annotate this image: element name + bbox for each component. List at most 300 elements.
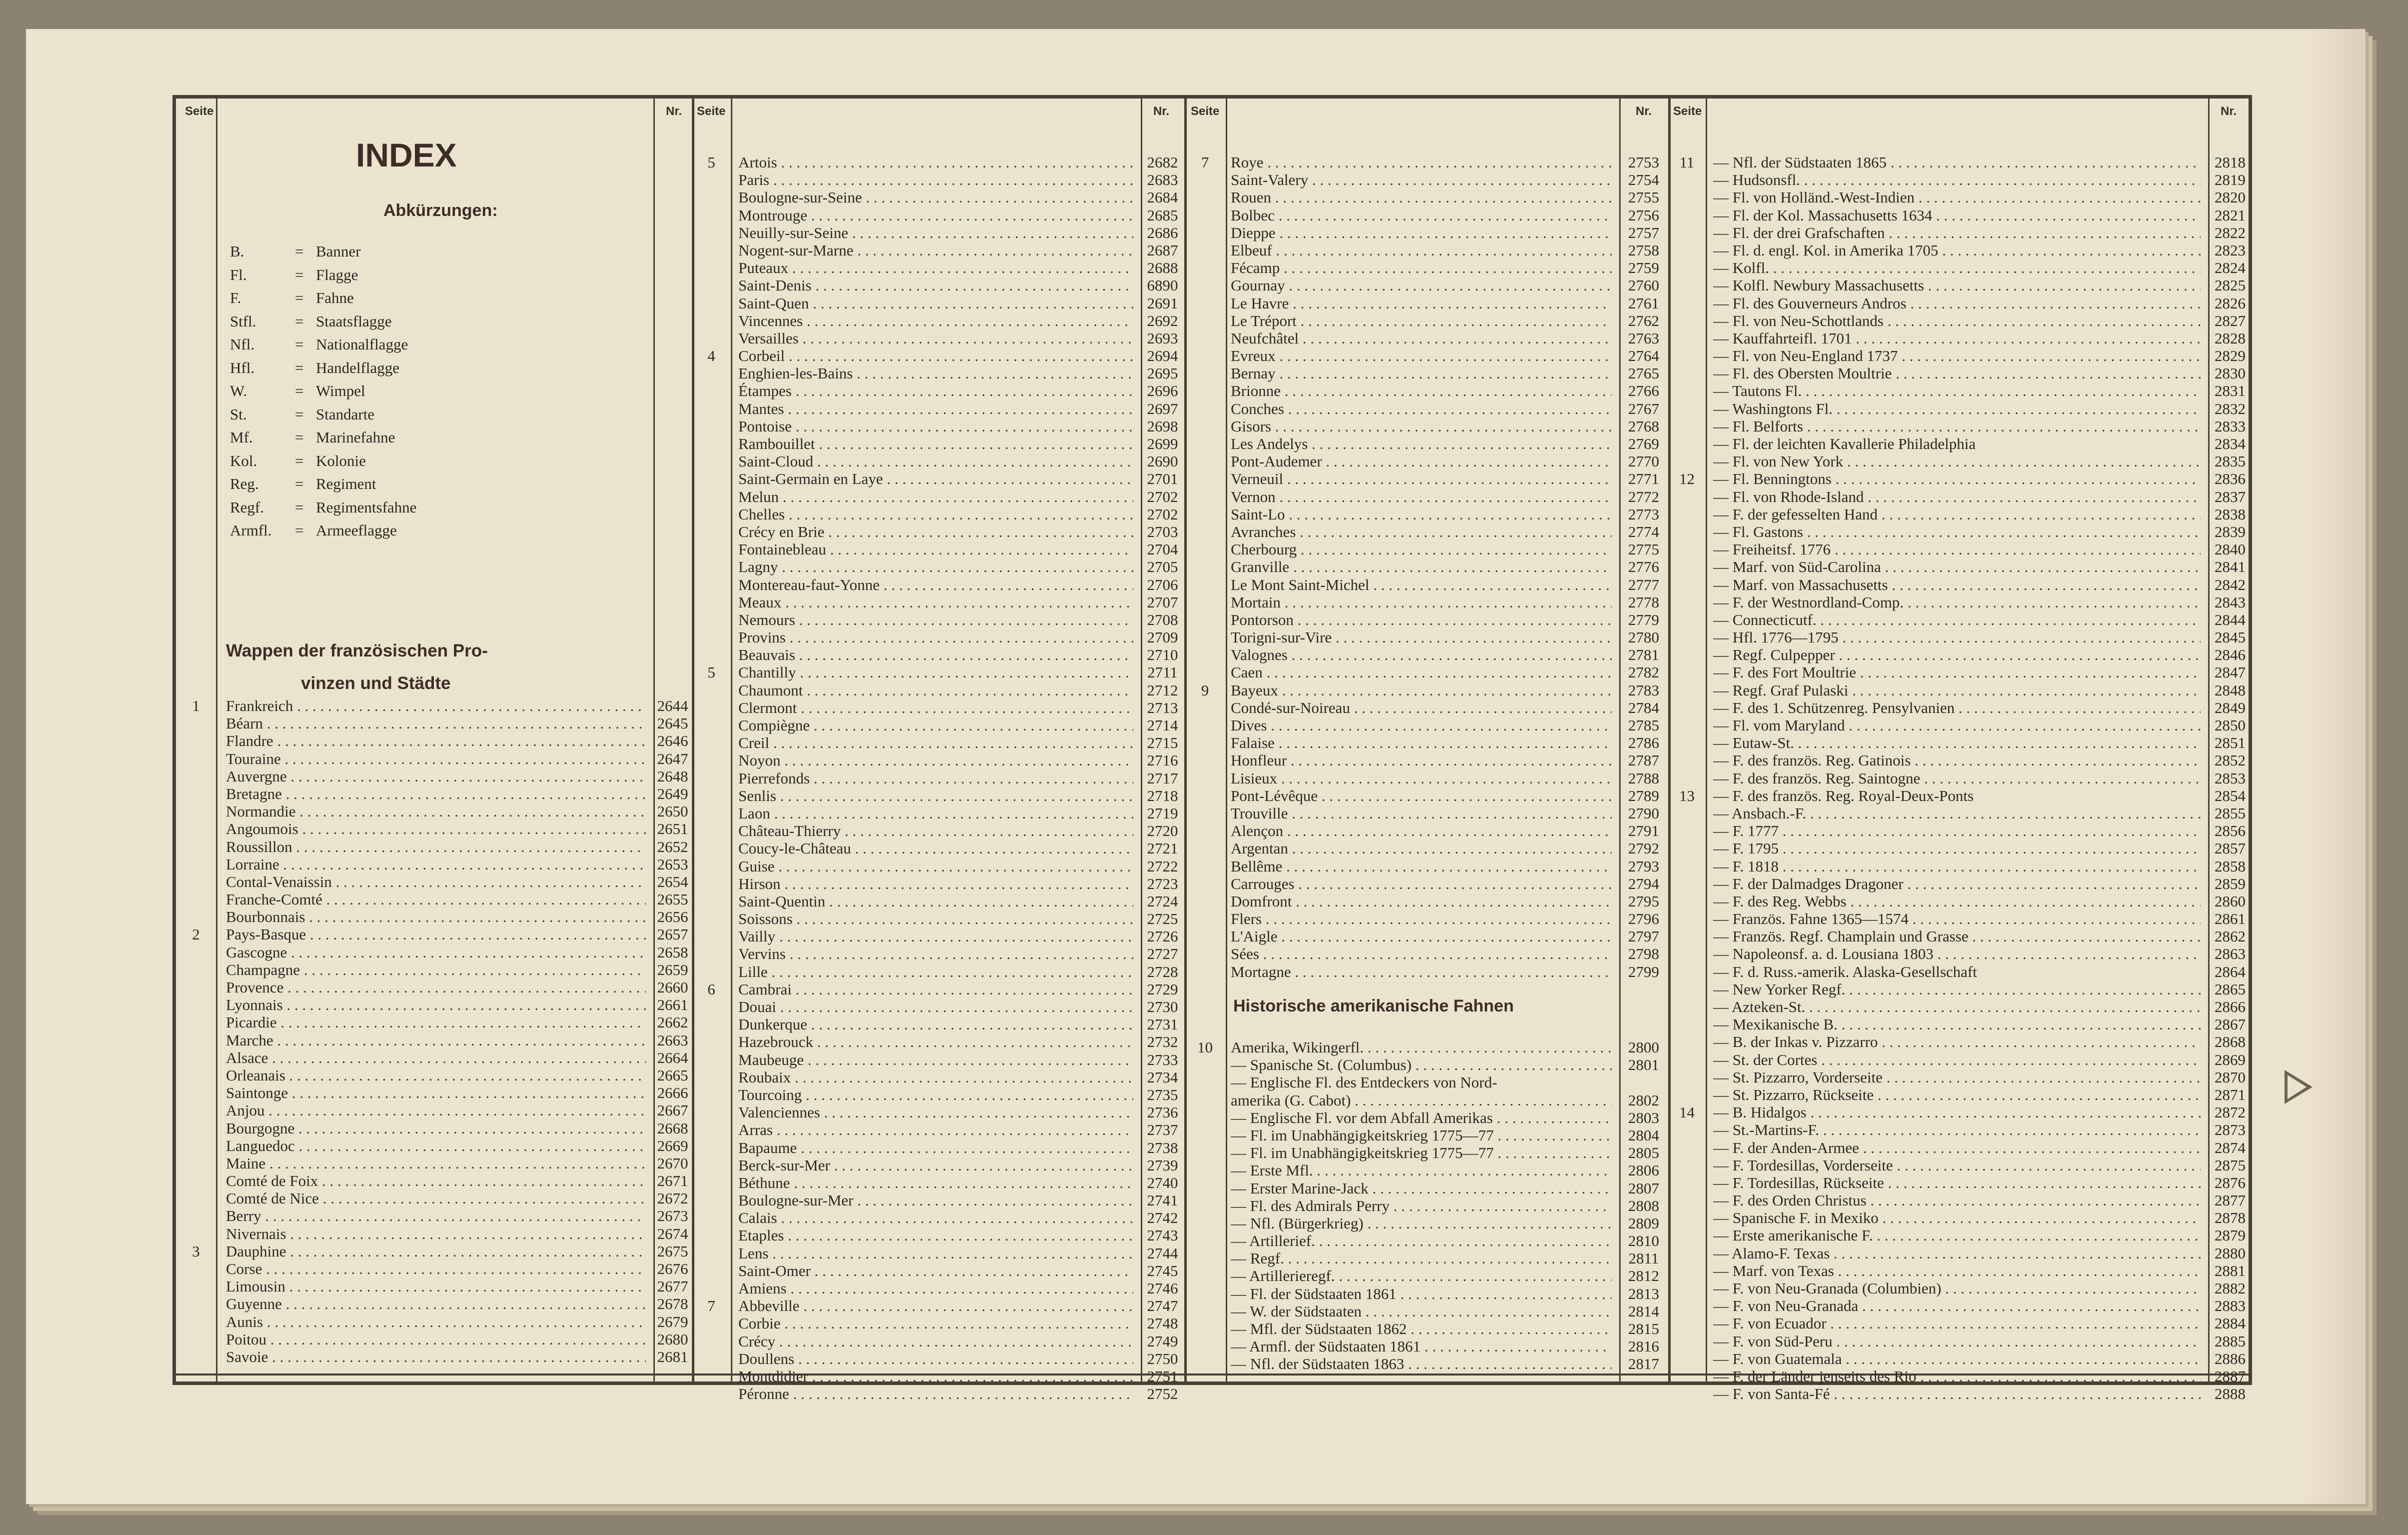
equals-sign: =: [295, 522, 304, 539]
entry-name: — Fl. von Holländ.-West-Indien . . .: [1713, 188, 2201, 206]
entry-number: 2740: [1147, 1174, 1178, 1192]
entry-number: 2866: [2215, 998, 2246, 1016]
index-entry: [176, 998, 2251, 1016]
entry-number: 2677: [657, 1278, 688, 1296]
entry-number: 2731: [1147, 1016, 1178, 1034]
entry-name: Roye . . .: [1231, 154, 1612, 171]
index-entry: [176, 523, 2251, 540]
entry-name: L'Aigle . . .: [1231, 928, 1612, 945]
entry-number: 2838: [2215, 505, 2246, 523]
page-number: 2: [192, 926, 200, 944]
entry-number: 2796: [1628, 910, 1659, 928]
entry-name: Provins . . .: [738, 628, 1133, 646]
entry-number: 2674: [657, 1224, 688, 1242]
entry-number: 2878: [2215, 1209, 2246, 1227]
page-title: INDEX: [356, 136, 457, 174]
entry-number: 2713: [1147, 698, 1178, 716]
equals-sign: =: [295, 358, 304, 376]
entry-number: 2845: [2215, 628, 2246, 646]
entry-number: 2794: [1628, 874, 1659, 892]
entry-number: 2829: [2215, 347, 2246, 365]
entry-number: 2749: [1147, 1332, 1178, 1350]
entry-number: 2733: [1147, 1050, 1178, 1068]
entry-number: 2789: [1628, 786, 1659, 804]
page-number: 7: [707, 1297, 715, 1315]
nr-header: Nr.: [2221, 104, 2237, 118]
entry-name: — F. von Santa-Fé . . .: [1713, 1385, 2201, 1402]
entry-name: Normandie . . .: [226, 802, 646, 820]
entry-name: Franche-Comté . . .: [226, 890, 646, 908]
abbreviation-meaning: Staatsflagge: [316, 312, 392, 330]
entry-name: — B. Hidalgos . . .: [1713, 1104, 2201, 1121]
entry-name: Valognes . . .: [1231, 646, 1612, 664]
index-entry: [176, 611, 2251, 628]
abbreviation-key: Mf.: [230, 428, 253, 446]
entry-name: Lille . . .: [738, 963, 1133, 980]
entry-name: Bourbonnais . . .: [226, 908, 646, 926]
entry-name: — Napoleonsf. a. d. Lousiana 1803 . . .: [1713, 945, 2201, 962]
entry-number: 2709: [1147, 628, 1178, 646]
entry-name: Touraine . . .: [226, 750, 646, 768]
index-entry: [176, 928, 2251, 945]
entry-name: — Hfl. 1776—1795 . . .: [1713, 628, 2201, 646]
entry-name: — Regf. . . .: [1231, 1250, 1612, 1267]
entry-name: Rouen . . .: [1231, 188, 1612, 206]
entry-number: 2730: [1147, 998, 1178, 1016]
entry-name: Cherbourg . . .: [1231, 540, 1612, 558]
entry-number: 2877: [2215, 1192, 2246, 1210]
entry-name: — New Yorker Regf. . . .: [1713, 980, 2201, 998]
entry-name: — Erster Marine-Jack . . .: [1231, 1180, 1612, 1197]
index-entry: [176, 382, 2251, 400]
entry-number: 2653: [657, 855, 688, 873]
entry-number: 2746: [1147, 1280, 1178, 1297]
entry-name: — Marf. von Massachusetts . . .: [1713, 576, 2201, 594]
entry-number: 2832: [2215, 400, 2246, 418]
entry-number: 2656: [657, 908, 688, 926]
entry-number: 2652: [657, 838, 688, 856]
abbreviation-meaning: Marinefahne: [316, 428, 395, 446]
entry-number: 2651: [657, 820, 688, 838]
entry-name: Avranches . . .: [1231, 523, 1612, 540]
entry-number: 2786: [1628, 734, 1659, 752]
entry-number: 2779: [1628, 610, 1659, 628]
entry-name: Vailly . . .: [738, 928, 1133, 945]
entry-name: Caen . . .: [1231, 664, 1612, 681]
entry-number: 2859: [2215, 874, 2246, 892]
entry-name: — F. von Ecuador . . .: [1713, 1314, 2201, 1332]
entry-name: Limousin . . .: [226, 1278, 646, 1295]
entry-number: 2837: [2215, 488, 2246, 506]
entry-number: 2883: [2215, 1297, 2246, 1315]
entry-name: — Fl. von New York . . .: [1713, 452, 2201, 470]
equals-sign: =: [295, 382, 304, 400]
entry-name: Flandre . . .: [226, 732, 646, 750]
entry-number: 2671: [657, 1172, 688, 1190]
entry-name: Gascogne . . .: [226, 944, 646, 961]
entry-number: 2648: [657, 767, 688, 785]
equals-sign: =: [295, 266, 304, 284]
equals-sign: =: [295, 312, 304, 330]
entry-number: 2665: [657, 1066, 688, 1084]
entry-number: 2782: [1628, 664, 1659, 682]
entry-name: — F. von Guatemala . . .: [1713, 1350, 2201, 1368]
entry-number: 2696: [1147, 382, 1178, 400]
entry-number: 2826: [2215, 294, 2246, 312]
section-heading-american-flags: Historische amerikanische Fahnen: [1233, 996, 1514, 1016]
abbreviations-heading: Abkürzungen:: [383, 201, 498, 220]
entry-number: 2821: [2215, 206, 2246, 224]
entry-number: 2722: [1147, 857, 1178, 875]
index-entry: [176, 488, 2251, 506]
entry-name: — Nfl. der Südstaaten 1865 . . .: [1713, 154, 2201, 171]
entry-name: Bellême . . .: [1231, 858, 1612, 875]
page-number: 9: [1201, 681, 1209, 699]
entry-name: Coucy-le-Château . . .: [738, 840, 1133, 857]
index-entry: [176, 452, 2251, 470]
entry-number: 2828: [2215, 329, 2246, 347]
entry-number: 2834: [2215, 435, 2246, 452]
index-entry: [176, 1174, 2251, 1192]
entry-name: — Erste amerikanische F. . . .: [1713, 1226, 2201, 1244]
entry-name: Auvergne . . .: [226, 768, 646, 785]
entry-number: 2874: [2215, 1138, 2246, 1156]
entry-number: 2768: [1628, 417, 1659, 435]
entry-number: 2864: [2215, 962, 2246, 980]
abbreviation-meaning: Regimentsfahne: [316, 498, 417, 516]
index-entry: [176, 664, 2251, 681]
seite-header: Seite: [1191, 104, 1220, 118]
index-entry: [176, 1086, 2251, 1104]
abbreviation-key: Armfl.: [230, 522, 272, 539]
entry-name: Berry . . .: [226, 1207, 646, 1224]
entry-name: — Ansbach.-F. . . .: [1713, 804, 2201, 822]
entry-name: Melun . . .: [738, 488, 1133, 506]
entry-name: Torigni-sur-Vire . . .: [1231, 628, 1612, 646]
entry-number: 2836: [2215, 470, 2246, 488]
entry-number: 2716: [1147, 752, 1178, 770]
entry-number: 2882: [2215, 1280, 2246, 1297]
entry-name: Château-Thierry . . .: [738, 822, 1133, 840]
entry-number: 2774: [1628, 522, 1659, 540]
entry-number: 2862: [2215, 928, 2246, 946]
abbreviation-key: Nfl.: [230, 336, 255, 353]
entry-number: 2668: [657, 1119, 688, 1137]
entry-number: 2861: [2215, 910, 2246, 928]
entry-name: — B. der Inkas v. Pizzarro . . .: [1713, 1033, 2201, 1050]
entry-number: 2646: [657, 732, 688, 750]
entry-name: Pontorson . . .: [1231, 611, 1612, 628]
entry-name: Brionne . . .: [1231, 382, 1612, 400]
entry-number: 2685: [1147, 206, 1178, 224]
entry-number: 2775: [1628, 540, 1659, 558]
entry-name: Crécy en Brie . . .: [738, 523, 1133, 540]
entry-number: 2721: [1147, 840, 1178, 858]
entry-name: Elbeuf . . .: [1231, 242, 1612, 259]
entry-name: Boulogne-sur-Mer . . .: [738, 1192, 1133, 1209]
index-entry: [176, 628, 2251, 646]
entry-number: 2667: [657, 1102, 688, 1120]
entry-name: Les Andelys . . .: [1231, 435, 1612, 452]
index-entry: [176, 767, 2251, 787]
entry-name: — F. der gefesselten Hand . . .: [1713, 506, 2201, 523]
entry-number: 2745: [1147, 1262, 1178, 1280]
entry-number: 2655: [657, 890, 688, 908]
entry-number: 2727: [1147, 945, 1178, 963]
abbreviation-meaning: Armeeflagge: [316, 522, 397, 539]
index-table: [172, 95, 2252, 1403]
index-entry: [176, 1136, 2251, 1156]
entry-name: Saint-Germain en Laye . . .: [738, 470, 1133, 488]
index-entry: [176, 945, 2251, 962]
entry-number: 2690: [1147, 452, 1178, 470]
entry-number: 2811: [1628, 1250, 1659, 1268]
entry-number: 2725: [1147, 910, 1178, 928]
entry-name: Béarn . . .: [226, 714, 646, 732]
entry-number: 2719: [1147, 804, 1178, 822]
entry-name: Granville . . .: [1231, 558, 1612, 576]
entry-number: 2831: [2215, 382, 2246, 400]
equals-sign: =: [295, 405, 304, 423]
entry-number: 2769: [1628, 435, 1659, 452]
entry-number: 2787: [1628, 752, 1659, 770]
abbreviation-meaning: Fahne: [316, 289, 354, 306]
entry-number: 2881: [2215, 1262, 2246, 1280]
abbreviation-meaning: Wimpel: [316, 382, 365, 400]
entry-number: 2858: [2215, 857, 2246, 875]
index-entry: [176, 1121, 2251, 1138]
entry-name: Tourcoing . . .: [738, 1086, 1133, 1104]
entry-name: — F. der Westnordland-Comp. . . .: [1713, 594, 2201, 611]
entry-name: — Fl. des Obersten Moultrie . . .: [1713, 364, 2201, 382]
abbreviation-meaning: Standarte: [316, 405, 375, 423]
abbreviation-key: Kol.: [230, 452, 257, 470]
entry-number: 2863: [2215, 945, 2246, 963]
entry-name: Calais . . .: [738, 1209, 1133, 1226]
entry-number: 2676: [657, 1260, 688, 1278]
entry-number: 2715: [1147, 734, 1178, 752]
abbreviation-key: B.: [230, 242, 244, 260]
entry-number: 2819: [2215, 171, 2246, 189]
entry-number: 2659: [657, 960, 688, 978]
nr-header: Nr.: [666, 104, 682, 118]
entry-name: — St. der Cortes . . .: [1713, 1051, 2201, 1068]
entry-number: 2797: [1628, 928, 1659, 946]
entry-number: 2704: [1147, 540, 1178, 558]
entry-name: — Fl. des Gouverneurs Andros . . .: [1713, 294, 2201, 312]
entry-number: 2672: [657, 1190, 688, 1208]
entry-name: Flers . . .: [1231, 910, 1612, 928]
entry-name: — Fl. im Unabhängigkeitskrieg 1775—77 . . .: [1231, 1144, 1612, 1162]
entry-name: — Alamo-F. Texas . . .: [1713, 1244, 2201, 1262]
entry-number: 2809: [1628, 1214, 1659, 1232]
entry-name: Gournay . . .: [1231, 276, 1612, 294]
entry-name: Saintonge . . .: [226, 1084, 646, 1102]
entry-name: Chantilly . . .: [738, 664, 1133, 681]
entry-number: 2706: [1147, 576, 1178, 594]
index-entry: [176, 1192, 2251, 1209]
entry-number: 2761: [1628, 294, 1659, 312]
entry-name: — F. des Orden Christus . . .: [1713, 1192, 2201, 1209]
entry-name: — F. d. Russ.-amerik. Alaska-Gesellschaft: [1713, 962, 1977, 980]
abbreviation-key: Fl.: [230, 266, 247, 284]
entry-name: Pontoise . . .: [738, 418, 1133, 435]
entry-name: — Nfl. der Südstaaten 1863 . . .: [1231, 1355, 1612, 1372]
equals-sign: =: [295, 475, 304, 492]
entry-name: Lagny . . .: [738, 558, 1133, 576]
entry-number: 2751: [1147, 1367, 1178, 1385]
entry-number: 2755: [1628, 188, 1659, 206]
entry-number: 2694: [1147, 347, 1178, 365]
entry-number: 2839: [2215, 522, 2246, 540]
entry-number: 2857: [2215, 840, 2246, 858]
entry-number: 2772: [1628, 488, 1659, 506]
entry-name: — Fl. der Kol. Massachusetts 1634 . . .: [1713, 206, 2201, 224]
entry-number: 2708: [1147, 610, 1178, 628]
entry-name: Clermont . . .: [738, 699, 1133, 716]
entry-name: Mortagne . . .: [1231, 963, 1612, 980]
entry-name: — Französ. Fahne 1365—1574 . . .: [1713, 910, 2201, 928]
entry-number: 2750: [1147, 1350, 1178, 1368]
entry-name: Le Mont Saint-Michel . . .: [1231, 576, 1612, 594]
entry-name: Marche . . .: [226, 1032, 646, 1049]
entry-name: Saint-Quen . . .: [738, 294, 1133, 312]
index-entry: [176, 259, 2251, 276]
entry-number: 2817: [1628, 1355, 1659, 1373]
equals-sign: =: [295, 498, 304, 516]
index-entry: [176, 1156, 2251, 1174]
entry-name: Bourgogne . . .: [226, 1120, 646, 1137]
entry-number: 2743: [1147, 1226, 1178, 1244]
entry-name: — Eutaw-St. . . .: [1713, 734, 2201, 752]
index-entry: [176, 206, 2251, 224]
entry-name: — Fl. d. engl. Kol. in Amerika 1705 . . .: [1713, 242, 2201, 259]
entry-name: Le Tréport . . .: [1231, 312, 1612, 330]
entry-number: 2681: [657, 1348, 688, 1366]
entry-number: 2693: [1147, 329, 1178, 347]
index-entry: [176, 1244, 2251, 1262]
entry-name: — Connecticutf. . . .: [1713, 611, 2201, 628]
entry-number: 2872: [2215, 1104, 2246, 1122]
index-entry: [176, 435, 2251, 452]
entry-name: Guise . . .: [738, 858, 1133, 875]
abbreviation-meaning: Kolonie: [316, 452, 366, 470]
entry-name: Alençon . . .: [1231, 822, 1612, 840]
entry-name: — Fl. von Neu-Schottlands . . .: [1713, 312, 2201, 330]
equals-sign: =: [295, 336, 304, 353]
index-entry: [176, 784, 2251, 804]
entry-number: 2865: [2215, 980, 2246, 998]
entry-name: Lyonnais . . .: [226, 996, 646, 1014]
entry-number: 2810: [1628, 1232, 1659, 1250]
entry-number: 2679: [657, 1312, 688, 1330]
entry-number: 2687: [1147, 241, 1178, 259]
entry-number: 2760: [1628, 276, 1659, 294]
entry-name: Arras . . .: [738, 1121, 1133, 1138]
index-entry: [176, 418, 2251, 435]
abbreviation-key: W.: [230, 382, 247, 400]
entry-number: 2724: [1147, 892, 1178, 910]
entry-number: 2876: [2215, 1174, 2246, 1192]
entry-number: 2798: [1628, 945, 1659, 963]
entry-number: 2888: [2215, 1385, 2246, 1403]
index-entry: [176, 1314, 2251, 1332]
entry-number: 2784: [1628, 698, 1659, 716]
entry-number: 2807: [1628, 1179, 1659, 1197]
entry-name: — Englische Fl. vor dem Abfall Amerikas . . .: [1231, 1109, 1612, 1126]
entry-name: Étampes . . .: [738, 382, 1133, 400]
entry-name: — Regf. Graf Pulaski . . .: [1713, 682, 2201, 699]
abbreviation-key: Stfl.: [230, 312, 256, 330]
entry-name: Montdidier . . .: [738, 1368, 1133, 1385]
abbreviation-key: Reg.: [230, 475, 259, 492]
entry-number: 2756: [1628, 206, 1659, 224]
entry-number: 2815: [1628, 1320, 1659, 1338]
entry-number: 2747: [1147, 1297, 1178, 1315]
entry-number: 2800: [1628, 1038, 1659, 1056]
index-entry: [176, 699, 2251, 716]
entry-number: 2741: [1147, 1192, 1178, 1210]
entry-name: — Kauffahrteifl. 1701 . . .: [1713, 330, 2201, 347]
entry-name: Comté de Foix . . .: [226, 1172, 646, 1190]
entry-number: 2670: [657, 1154, 688, 1172]
entry-name: Maine . . .: [226, 1154, 646, 1172]
entry-name: Poitou . . .: [226, 1330, 646, 1348]
entry-name: Saint-Omer . . .: [738, 1262, 1133, 1280]
entry-number: 2887: [2215, 1367, 2246, 1385]
entry-name: Abbeville . . .: [738, 1297, 1133, 1314]
entry-name: Pont-Audemer . . .: [1231, 452, 1612, 470]
entry-name: — Nfl. (Bürgerkrieg) . . .: [1231, 1214, 1612, 1232]
entry-name: Hazebrouck . . .: [738, 1033, 1133, 1050]
equals-sign: =: [295, 242, 304, 260]
index-entry: [176, 840, 2251, 857]
entry-number: 2827: [2215, 312, 2246, 330]
entry-name: Saint-Cloud . . .: [738, 452, 1133, 470]
entry-number: 2835: [2215, 452, 2246, 470]
entry-number: 2814: [1628, 1302, 1659, 1320]
entry-name: — Armfl. der Südstaaten 1861 . . .: [1231, 1338, 1612, 1355]
entry-name: — Mexikanische B. . . .: [1713, 1016, 2201, 1033]
entry-name: Verneuil . . .: [1231, 470, 1612, 488]
entry-name: Amiens . . .: [738, 1280, 1133, 1297]
entry-name: Savoie . . .: [226, 1348, 646, 1366]
entry-number: 2843: [2215, 593, 2246, 611]
index-entry: [176, 716, 2251, 734]
entry-number: 2884: [2215, 1314, 2246, 1332]
entry-name: Fontainebleau . . .: [738, 540, 1133, 558]
entry-name: Neufchâtel . . .: [1231, 330, 1612, 347]
entry-name: Paris . . .: [738, 171, 1133, 188]
index-entry: [176, 276, 2251, 294]
entry-name: Domfront . . .: [1231, 892, 1612, 910]
entry-number: 2824: [2215, 259, 2246, 277]
entry-number: 2710: [1147, 646, 1178, 664]
index-entry: [176, 734, 2251, 752]
entry-name: Lisieux . . .: [1231, 770, 1612, 787]
entry-number: 2688: [1147, 259, 1178, 277]
entry-name: Creil . . .: [738, 734, 1133, 752]
entry-number: 2666: [657, 1084, 688, 1102]
page-number: 5: [707, 664, 715, 682]
index-entry: [176, 1104, 2251, 1121]
entry-name: — F. des 1. Schützenreg. Pensylvanien . . .: [1713, 699, 2201, 716]
entry-number: 2791: [1628, 822, 1659, 840]
entry-name: — Marf. von Süd-Carolina . . .: [1713, 558, 2201, 576]
entry-number: 2873: [2215, 1121, 2246, 1139]
entry-number: 2759: [1628, 259, 1659, 277]
entry-number: 2662: [657, 1014, 688, 1032]
